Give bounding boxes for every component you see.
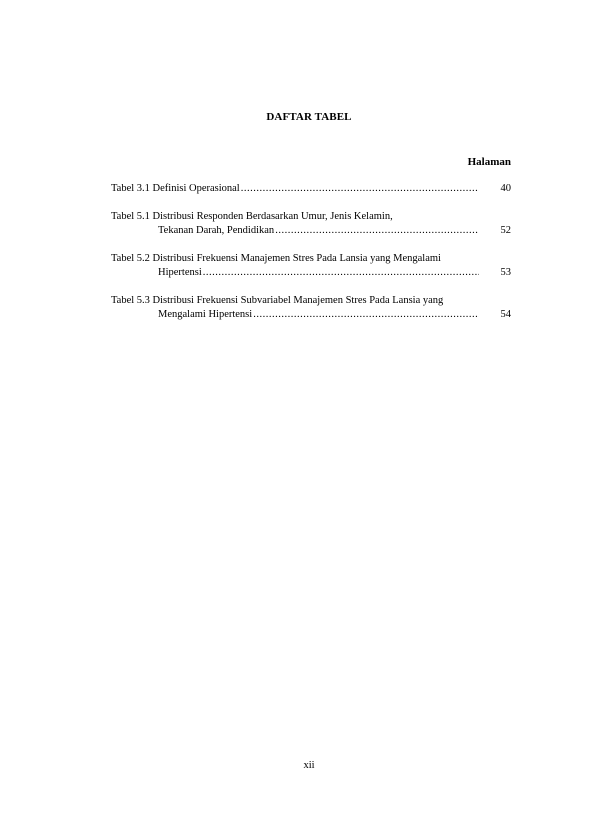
table-of-tables [111, 182, 511, 336]
toc-entry-title-continued: Mengalami Hipertensi [158, 309, 253, 320]
dot-leader [275, 224, 479, 238]
toc-entry-page: 53 [500, 267, 511, 278]
toc-entry [111, 294, 511, 322]
page-number: xii [303, 760, 315, 771]
toc-entry-page: 54 [500, 309, 511, 320]
toc-entry-page: 52 [500, 225, 511, 236]
toc-entry [111, 210, 511, 238]
dot-leader [203, 266, 479, 280]
toc-entry-title: Tabel 5.3 Distribusi Frekuensi Subvariabel Manajemen Stres Pada Lansia yang [111, 295, 444, 306]
toc-entry-title: Tabel 3.1 Definisi Operasional [111, 183, 240, 194]
toc-entry [111, 252, 511, 280]
toc-entry-title-continued: Tekanan Darah, Pendidikan [158, 225, 275, 236]
toc-entry [111, 182, 511, 196]
dot-leader [241, 182, 479, 196]
page-title: DAFTAR TABEL [266, 111, 352, 123]
dot-leader [253, 308, 479, 322]
toc-entry-page: 40 [500, 183, 511, 194]
toc-entry-title-continued: Hipertensi [158, 267, 202, 278]
toc-entry-title: Tabel 5.1 Distribusi Responden Berdasarkan Umur, Jenis Kelamin, [111, 211, 393, 222]
toc-entry-title: Tabel 5.2 Distribusi Frekuensi Manajemen Stres Pada Lansia yang Mengalami [111, 253, 441, 264]
page-column-header: Halaman [467, 156, 511, 168]
